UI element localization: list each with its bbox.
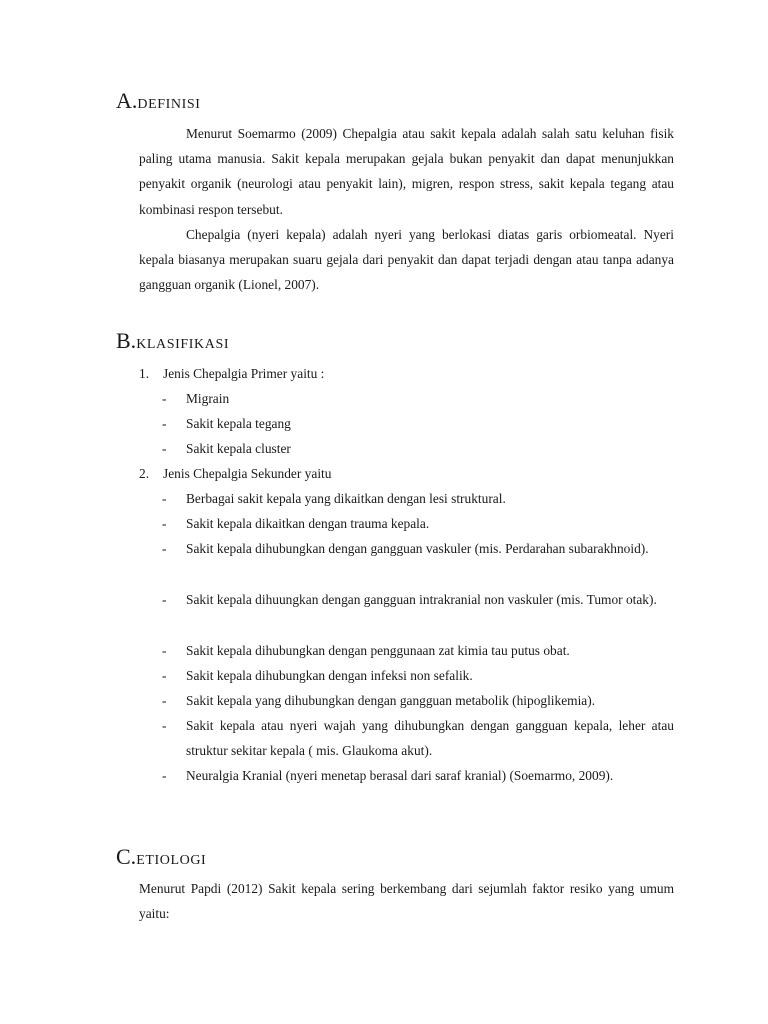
heading-title: KLASIFIKASI [136,337,230,352]
list-item-text: Sakit kepala dihubungkan dengan infeksi non sefalik. [186,668,473,683]
heading-letter: A. [116,88,138,113]
dash-bullet: - [162,441,167,456]
dash-bullet: - [162,541,167,556]
heading-title: DEFINISI [137,97,201,112]
list-item-text: Neuralgia Kranial (nyeri menetap berasal dari saraf kranial) (Soemarmo, 2009). [186,768,614,783]
dash-bullet: - [162,668,167,683]
list-item [162,486,674,511]
paragraph-definisi-2: Chepalgia (nyeri kepala) adalah nyeri yang berlokasi diatas garis orbiomeatal. Nyeri kepala biasanya merupakan suaru gejala dari penyakit dan dapat terjadi dengan atau tanpa adanya gangguan organik (Lionel, 2007). [139,227,674,293]
list-item [162,411,674,436]
dash-bullet: - [162,516,167,531]
list-item [162,713,674,763]
heading-definisi [116,88,201,114]
list-item-text: Sakit kepala yang dihubungkan dengan gangguan metabolik (hipoglikemia). [186,693,596,708]
heading-title: ETIOLOGI [136,853,207,868]
list-item-text: Sakit kepala dihuungkan dengan gangguan intrakranial non vaskuler (mis. Tumor otak). [186,592,657,607]
heading-etiologi [116,844,206,870]
list-item [162,587,674,612]
list-item [162,663,674,688]
item-label: Jenis Chepalgia Sekunder yaitu [163,466,332,481]
list-item-text: Sakit kepala tegang [186,416,291,431]
list-item-text: Sakit kepala dihubungkan dengan penggunaan zat kimia tau putus obat. [186,643,570,658]
list-item-text: Sakit kepala dikaitkan dengan trauma kepala. [186,516,430,531]
dash-bullet: - [162,693,167,708]
dash-bullet: - [162,718,167,733]
list-item [162,386,674,411]
heading-klasifikasi [116,328,229,354]
list-item-text: Sakit kepala dihubungkan dengan gangguan vaskuler (mis. Perdarahan subarakhnoid). [186,541,649,556]
list-item [162,511,674,536]
item-number: 2. [139,466,150,481]
item-label: Jenis Chepalgia Primer yaitu : [163,366,325,381]
dash-bullet: - [162,391,167,406]
list-item [162,763,674,788]
list-item [162,536,674,561]
paragraph-etiologi: Menurut Papdi (2012) Sakit kepala sering berkembang dari sejumlah faktor resiko yang umum yaitu: [139,881,674,922]
item-number: 1. [139,366,150,381]
list-item [162,688,674,713]
list-item [162,638,674,663]
paragraph-definisi-1: Menurut Soemarmo (2009) Chepalgia atau sakit kepala adalah salah satu keluhan fisik paling utama manusia. Sakit kepala merupakan gejala bukan penyakit dan dapat menunjukkan penyakit organik (neurologi atau penyakit lain), migren, respon stress, sakit kepala tegang atau kombinasi respon tersebut. [139,126,674,217]
dash-bullet: - [162,592,167,607]
heading-letter: C. [116,844,137,869]
list-item-text: Sakit kepala atau nyeri wajah yang dihubungkan dengan gangguan kepala, leher atau struktur sekitar kepala ( mis. Glaukoma akut). [186,718,674,759]
list-item [162,436,674,461]
list-item-text: Migrain [186,391,230,406]
dash-bullet: - [162,416,167,431]
heading-letter: B. [116,328,137,353]
dash-bullet: - [162,768,167,783]
dash-bullet: - [162,643,167,658]
dash-bullet: - [162,491,167,506]
list-item-text: Berbagai sakit kepala yang dikaitkan dengan lesi struktural. [186,491,506,506]
list-item-text: Sakit kepala cluster [186,441,291,456]
